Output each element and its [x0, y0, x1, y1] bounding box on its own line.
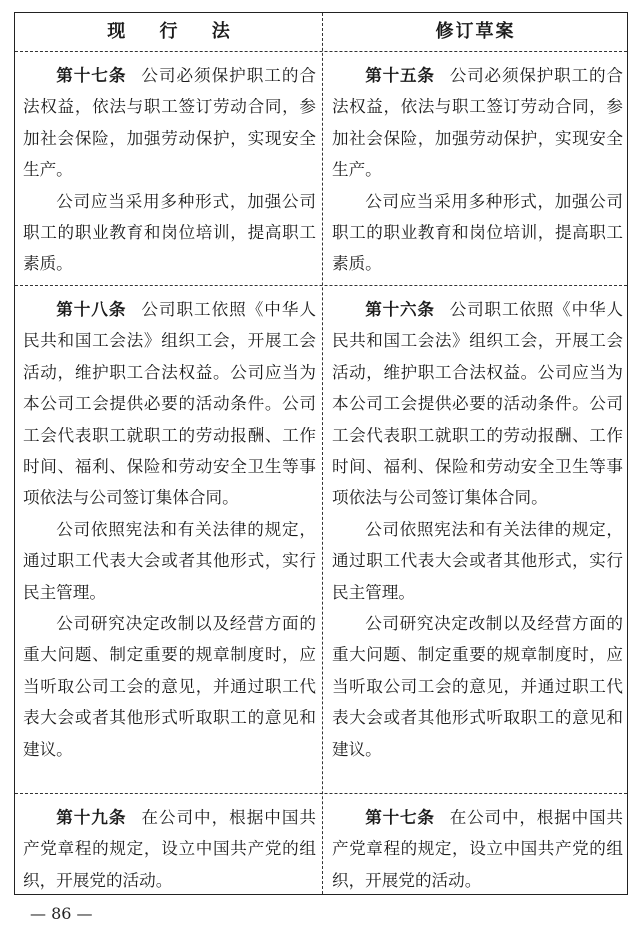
article-paragraph: [23, 802, 316, 896]
paragraph-text: 公司应当采用多种形式，加强公司职工的职业教育和岗位培训，提高职工素质。: [23, 191, 316, 274]
paragraph-text: 在公司中，根据中国共产党章程的规定，设立中国共产党的组织，开展党的活动。: [332, 808, 623, 890]
header-revised-draft: 修订草案: [435, 21, 516, 42]
paragraph-text: 公司应当采用多种形式，加强公司职工的职业教育和岗位培训，提高职工素质。: [332, 191, 623, 274]
paragraph-text: 公司依照宪法和有关法律的规定，通过职工代表大会或者其他形式，实行民主管理。: [23, 519, 316, 602]
paragraph-text: 公司研究决定改制以及经营方面的重大问题、制定重要的规章制度时，应当听取公司工会的意见，并通过职工代表大会或者其他形式听取职工的意见和建议。: [332, 614, 623, 759]
article-number: 第十五条: [365, 66, 435, 85]
paragraph-text: 公司必须保护职工的合法权益，依法与职工签订劳动合同，参加社会保险，加强劳动保护，实现安全生产。: [332, 66, 623, 180]
row-divider: [15, 51, 627, 52]
row-2-revised-draft-cell: [332, 294, 623, 765]
row-2-current-law-cell: [23, 294, 316, 765]
paragraph-text: 在公司中，根据中国共产党章程的规定，设立中国共产党的组织，开展党的活动。: [23, 808, 317, 890]
comparison-table: [14, 12, 628, 895]
paragraph-text: 公司职工依照《中华人民共和国工会法》组织工会，开展工会活动，维护职工合法权益。公司应当为本公司工会提供必要的活动条件。公司工会代表职工就职工的劳动报酬、工作时间、福利、保险和劳动安全卫生等事项依法与公司签订集体合同。: [23, 300, 317, 508]
article-number: 第十八条: [56, 300, 127, 319]
header-current-law: 现 行 法: [107, 21, 244, 42]
article-number: 第十七条: [365, 808, 435, 827]
row-1-current-law-cell: [23, 60, 316, 280]
article-number: 第十六条: [365, 300, 435, 319]
column-divider: [322, 13, 323, 894]
row-3-revised-draft-cell: [332, 802, 623, 896]
paragraph-text: 公司研究决定改制以及经营方面的重大问题、制定重要的规章制度时，应当听取公司工会的意见，并通过职工代表大会或者其他形式听取职工的意见和建议。: [23, 614, 316, 759]
page-number: — 86 —: [30, 904, 93, 923]
paragraph-text: 公司职工依照《中华人民共和国工会法》组织工会，开展工会活动，维护职工合法权益。公司应当为本公司工会提供必要的活动条件。公司工会代表职工就职工的劳动报酬、工作时间、福利、保险和劳动安全卫生等事项依法与公司签订集体合同。: [332, 300, 623, 508]
article-paragraph: [332, 802, 623, 896]
article-number: 第十七条: [56, 66, 127, 85]
row-3-current-law-cell: [23, 802, 316, 896]
article-paragraph: [23, 294, 316, 514]
article-paragraph: [332, 60, 623, 186]
article-number: 第十九条: [56, 808, 127, 827]
paragraph-text: 公司依照宪法和有关法律的规定，通过职工代表大会或者其他形式，实行民主管理。: [332, 519, 623, 602]
article-paragraph: [332, 294, 623, 514]
row-divider: [15, 793, 627, 794]
article-paragraph: [23, 60, 316, 186]
row-1-revised-draft-cell: [332, 60, 623, 280]
row-divider: [15, 285, 627, 286]
paragraph-text: 公司必须保护职工的合法权益，依法与职工签订劳动合同，参加社会保险，加强劳动保护，实现安全生产。: [23, 66, 317, 180]
